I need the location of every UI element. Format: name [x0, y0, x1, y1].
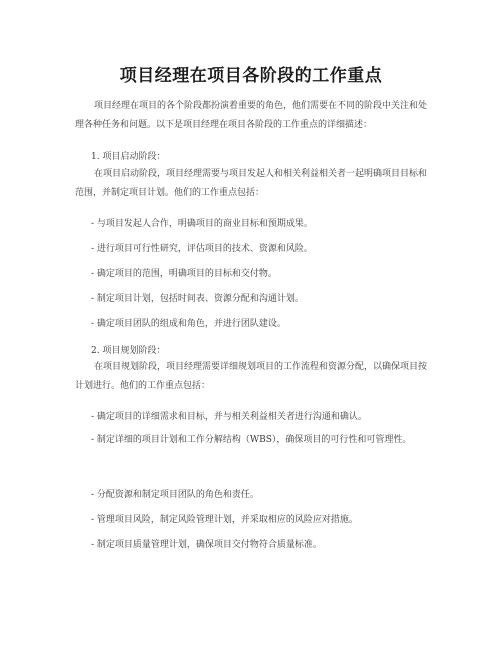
section-1-heading: 1. 项目启动阶段：: [91, 152, 166, 162]
section-2-description: 在项目规划阶段，项目经理需要详细规划项目的工作流程和资源分配，以确保项目按计划进行。他们的工作重点包括：: [75, 362, 428, 391]
document-title: 项目经理在项目各阶段的工作重点: [119, 66, 383, 86]
section-2-item: - 分配资源和制定项目团队的角色和责任。: [91, 490, 259, 500]
section-2-item: - 制定详细的项目计划和工作分解结构（WBS），确保项目的可行性和可管理性。: [91, 435, 412, 445]
section-1-item: - 确定项目的范围，明确项目的目标和交付物。: [91, 269, 277, 279]
section-1-item: - 与项目发起人合作，明确项目的商业目标和预期成果。: [91, 219, 313, 229]
section-2-item: - 确定项目的详细需求和目标，并与相关利益相关者进行沟通和确认。: [91, 412, 367, 422]
intro-paragraph: 项目经理在项目的各个阶段都扮演着重要的角色，他们需要在不同的阶段中关注和处理各种任务和问题。以下是项目经理在项目各阶段的工作重点的详细描述：: [75, 101, 428, 130]
section-2-item: - 制定项目质量管理计划，确保项目交付物符合质量标准。: [91, 540, 322, 550]
section-2-heading: 2. 项目规划阶段：: [91, 346, 166, 356]
section-1-item: - 进行项目可行性研究，评估项目的技术、资源和风险。: [91, 244, 313, 254]
section-1-item: - 制定项目计划，包括时间表、资源分配和沟通计划。: [91, 294, 304, 304]
section-1-description: 在项目启动阶段，项目经理需要与项目发起人和相关利益相关者一起明确项目目标和范围，并制定项目计划。他们的工作重点包括：: [75, 169, 428, 198]
section-2-item: - 管理项目风险，制定风险管理计划，并采取相应的风险应对措施。: [91, 515, 358, 525]
section-1-item: - 确定项目团队的组成和角色，并进行团队建设。: [91, 319, 286, 329]
